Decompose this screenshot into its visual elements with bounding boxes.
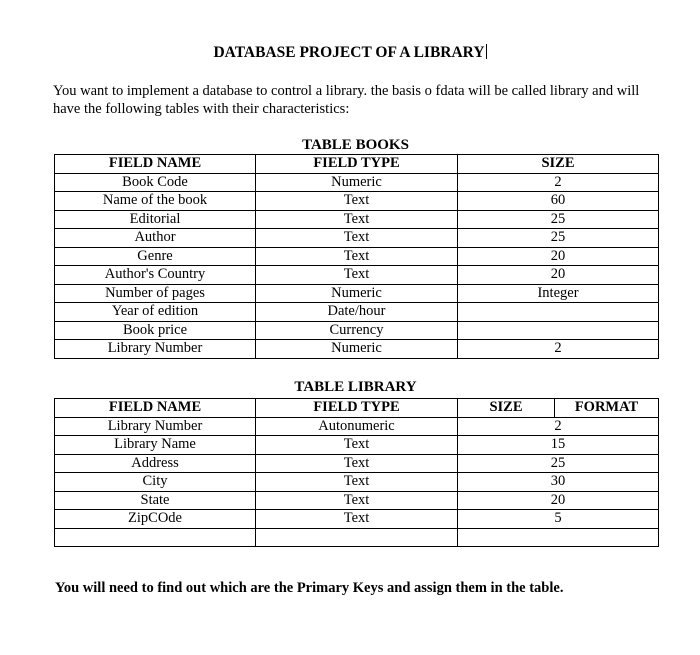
field-name-cell: Library Number [55,417,256,436]
intro-paragraph: You want to implement a database to control a library. the basis o fdata will be called library and will have the following tables with their characteristics: [53,83,640,117]
field-name-cell: Number of pages [55,284,256,303]
field-name-cell: State [55,491,256,510]
library-table [54,398,659,547]
table-row [55,436,659,455]
table-row [55,284,659,303]
library-table-caption: TABLE LIBRARY [294,379,417,395]
size-cell: 60 [458,192,659,211]
books-table-caption: TABLE BOOKS [302,137,409,153]
document-title [0,44,700,62]
table-row [55,210,659,229]
field-name-cell: Address [55,454,256,473]
books-table-header-row [55,155,659,174]
table-row [55,192,659,211]
field-name-cell: Library Name [55,436,256,455]
table-row [55,417,659,436]
books-header-field-name: FIELD NAME [55,155,256,174]
table-row [55,247,659,266]
size-cell: 20 [458,266,659,285]
field-type-cell: Date/hour [256,303,458,322]
field-type-cell: Text [256,510,458,529]
table-row [55,454,659,473]
library-header-size: SIZE [458,399,555,418]
books-header-field-type: FIELD TYPE [256,155,458,174]
field-type-cell: Text [256,229,458,248]
field-type-cell: Text [256,266,458,285]
library-header-field-name: FIELD NAME [55,399,256,418]
field-name-cell [55,528,256,547]
table-row [55,473,659,492]
field-name-cell: ZipCOde [55,510,256,529]
field-name-cell: Library Number [55,340,256,359]
field-name-cell: Genre [55,247,256,266]
size-cell: 20 [458,247,659,266]
field-name-cell: Author [55,229,256,248]
table-row [55,173,659,192]
books-table [54,154,659,359]
table-row [55,266,659,285]
size-cell: 5 [458,510,659,529]
field-type-cell: Text [256,192,458,211]
table-row [55,528,659,547]
field-name-cell: Author's Country [55,266,256,285]
field-name-cell: City [55,473,256,492]
field-type-cell: Text [256,491,458,510]
field-name-cell: Year of edition [55,303,256,322]
books-header-size: SIZE [458,155,659,174]
size-cell: 30 [458,473,659,492]
field-type-cell: Numeric [256,173,458,192]
field-type-cell: Numeric [256,340,458,359]
library-header-field-type: FIELD TYPE [256,399,458,418]
field-type-cell: Autonumeric [256,417,458,436]
size-cell [458,303,659,322]
table-row [55,321,659,340]
field-type-cell: Text [256,454,458,473]
size-cell: 25 [458,210,659,229]
size-cell: 20 [458,491,659,510]
size-cell: 2 [458,340,659,359]
library-table-header-row [55,399,659,418]
table-row [55,229,659,248]
field-type-cell: Text [256,210,458,229]
document-title-text: DATABASE PROJECT OF A LIBRARY [213,44,485,61]
field-name-cell: Editorial [55,210,256,229]
table-row [55,303,659,322]
field-type-cell [256,528,458,547]
table-row [55,491,659,510]
field-type-cell: Text [256,247,458,266]
size-cell [458,528,659,547]
size-cell: 15 [458,436,659,455]
field-name-cell: Book price [55,321,256,340]
field-type-cell: Text [256,436,458,455]
field-type-cell: Numeric [256,284,458,303]
table-row [55,340,659,359]
text-cursor-icon [486,44,487,59]
size-cell: Integer [458,284,659,303]
size-cell [458,321,659,340]
library-header-format: FORMAT [555,399,659,418]
table-row [55,510,659,529]
field-name-cell: Book Code [55,173,256,192]
field-type-cell: Text [256,473,458,492]
field-name-cell: Name of the book [55,192,256,211]
size-cell: 2 [458,173,659,192]
size-cell: 25 [458,229,659,248]
field-type-cell: Currency [256,321,458,340]
footer-instruction: You will need to find out which are the Primary Keys and assign them in the table. [55,580,564,596]
size-cell: 25 [458,454,659,473]
size-cell: 2 [458,417,659,436]
